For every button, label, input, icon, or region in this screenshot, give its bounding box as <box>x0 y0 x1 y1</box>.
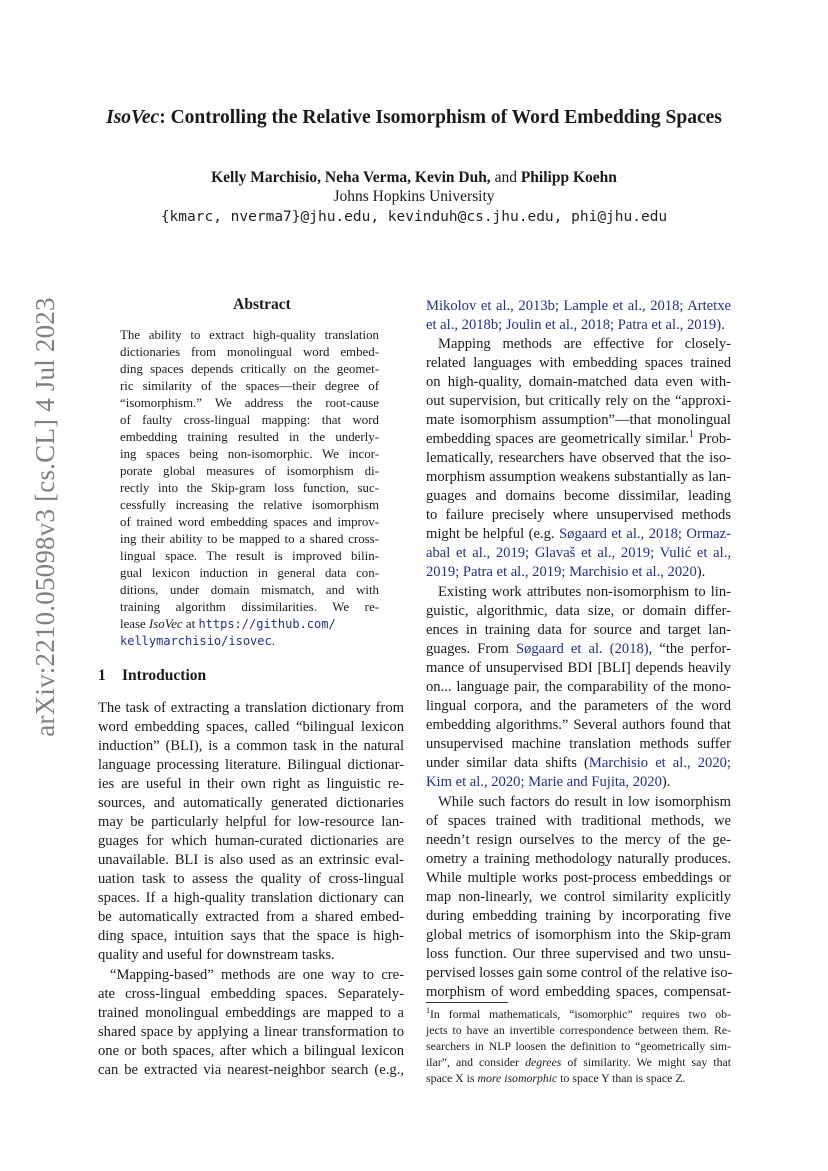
intro-line: trained monolingual embeddings are mapped to a <box>98 1005 404 1021</box>
mapping-line: out supervision, but critically rely on the “approxi- <box>426 393 731 409</box>
footnote-line-3: searchers in NLP loosen the definition to “geometrically sim- <box>426 1039 731 1053</box>
mapping-line-6 <box>426 430 731 449</box>
while-line: ometry a training methodology naturally produces. <box>426 851 731 867</box>
section-title: Introduction <box>122 667 207 684</box>
intro-line: unavailable. BLI is also used as an extrinsic eval- <box>98 852 404 868</box>
abstract-heading: Abstract <box>233 296 291 313</box>
abstract-line: The ability to extract high-quality translation <box>120 328 379 342</box>
intro-line: word embedding spaces, called “bilingual lexicon <box>98 719 404 735</box>
abstract-line: gual lexicon induction in general data con- <box>120 566 379 580</box>
footnote-line-5 <box>426 1070 731 1086</box>
existing-line: on... language pair, the comparability of the mono- <box>426 679 731 695</box>
existing-line: lingual corpora, and the parameters of the word <box>426 698 731 714</box>
abstract-release-line <box>120 616 379 633</box>
abstract-line: training algorithm dissimilarities. We re- <box>120 600 379 614</box>
abstract-line: ing spaces being non-isomorphic. We incor- <box>120 447 379 461</box>
existing-line: Existing work attributes non-isomorphism to lin- <box>438 584 731 600</box>
affiliation: Johns Hopkins University <box>333 188 495 205</box>
while-line: While such factors do result in low isomorphism <box>438 794 731 810</box>
footnote-line-4 <box>426 1054 731 1070</box>
existing-line-11 <box>426 773 731 792</box>
abstract-line: ding spaces depends critically on the geomet- <box>120 362 379 376</box>
mapping-text: embedding spaces are geometrically similar. <box>426 431 689 447</box>
section-number: 1 <box>98 667 106 684</box>
citation[interactable]: Mikolov et al., 2013b; Lample et al., 2018; Artetxe <box>426 298 731 314</box>
existing-line-10 <box>426 754 731 773</box>
abstract-line: dictionaries from monolingual word embed- <box>120 345 379 359</box>
while-line: morphism of word embedding spaces, compensat- <box>426 984 731 1000</box>
citation[interactable]: Søgaard et al., 2018; Ormaz- <box>559 526 731 542</box>
right-cont-line-1 <box>426 297 731 316</box>
mapping-line-12 <box>426 544 731 563</box>
abstract-line: of faulty cross-lingual mapping: that word <box>120 413 379 427</box>
footnote-rule <box>426 1002 508 1003</box>
while-line: needn’t resign ourselves to the mercy of the ge- <box>426 832 731 848</box>
mapping-text: might be helpful (e.g. <box>426 526 560 542</box>
mapping-line-11 <box>426 525 731 544</box>
abstract-line: rectly into the Skip-gram loss function, suc- <box>120 481 379 495</box>
existing-line: embedding algorithms.” Several authors found that <box>426 717 731 733</box>
existing-line: mance of unsupervised BDI [BLI] depends heavily <box>426 660 731 676</box>
footnote-text: ilar”, and consider <box>426 1055 526 1069</box>
repo-link-cont[interactable]: kellymarchisio/isovec <box>120 634 272 648</box>
existing-text: guages. From <box>426 641 516 657</box>
mapping-line: morphism assumption weakens substantially as lan- <box>426 469 731 485</box>
author-and: and <box>494 169 517 186</box>
repo-link[interactable]: https://github.com/ <box>198 617 336 631</box>
title-italic-part: IsoVec <box>106 107 160 128</box>
citation[interactable]: Kim et al., 2020; Marie and Fujita, 2020 <box>426 774 662 790</box>
existing-line: guistic, algorithmic, data size, or domain differ- <box>426 603 731 619</box>
while-line: While multiple works post-process embeddings or <box>426 870 731 886</box>
intro-line: quality and useful for downstream tasks. <box>98 947 335 963</box>
existing-text-cont: , “the perfor- <box>648 641 731 657</box>
intro-line: ate cross-lingual embedding spaces. Separately- <box>98 986 404 1002</box>
footnote-text: In formal mathematicals, “isomorphic” requires two ob- <box>430 1007 731 1021</box>
footnote-number: 1 <box>426 1006 430 1016</box>
paper-title <box>60 104 768 132</box>
intro-line: can be extracted via nearest-neighbor search (e.g., <box>98 1062 404 1078</box>
while-line: pervised losses gain some control of the relative iso- <box>426 965 733 981</box>
abstract-line: ric similarity of the spaces—their degree of <box>120 379 379 393</box>
mapping-line: mate isomorphism assumption”—that monolingual <box>426 412 731 428</box>
intro-line: induction” (BLI), is a common task in the natural <box>98 738 404 754</box>
footnote-line-1 <box>426 1006 731 1022</box>
citation[interactable]: abal et al., 2019; Glavaš et al., 2019; Vulić et al., <box>426 545 731 561</box>
while-line: during embedding training by incorporating five <box>426 908 731 924</box>
mapping-line: guages and domains become dissimilar, leading <box>426 488 731 504</box>
abstract-release-prefix: lease <box>120 617 146 631</box>
intro-line: be automatically extracted from a shared embed- <box>98 909 404 925</box>
intro-line: one or both spaces, after which a bilingual lexicon <box>98 1043 404 1059</box>
while-line: loss function. Our three supervised and two unsu- <box>426 946 731 962</box>
author-emails: {kmarc, nverma7}@jhu.edu, kevinduh@cs.jhu.edu, phi@jhu.edu <box>160 209 668 225</box>
abstract-line: lingual space. The result is improved bilin- <box>120 549 379 563</box>
mapping-text-cont: Prob- <box>693 431 731 447</box>
punct: . <box>721 317 725 333</box>
existing-line: unsupervised machine translation methods suffer <box>426 736 731 752</box>
abstract-url-line <box>120 633 379 650</box>
citation[interactable]: 2019; Patra et al., 2019; Marchisio et al., 2020 <box>426 564 697 580</box>
abstract-line: ditions, under domain mismatch, and with <box>120 583 379 597</box>
existing-text: under similar data shifts ( <box>426 755 589 771</box>
abstract-line: “isomorphism.” We address the root-cause <box>120 396 379 410</box>
existing-line-4 <box>426 640 731 659</box>
mapping-line: on high-quality, domain-matched data even with- <box>426 374 731 390</box>
footnote-marker[interactable]: 1 <box>688 429 694 441</box>
mapping-line: Mapping methods are effective for closely- <box>438 336 731 352</box>
mapping-line: to failure precisely where unsupervised methods <box>426 507 731 523</box>
punct: ). <box>696 564 706 580</box>
while-line: of spaces trained with traditional methods, we <box>426 813 731 829</box>
intro-line: may be particularly helpful for low-resource lan- <box>98 814 404 830</box>
abstract-line: porate global measures of isomorphism di- <box>120 464 379 478</box>
footnote-emph: more isomorphic <box>477 1071 558 1085</box>
footnote-emph: degrees <box>525 1055 562 1069</box>
mapping-line: related languages with embedding spaces trained <box>426 355 731 371</box>
intro-line: spaces. If a high-quality translation dictionary can <box>98 890 404 906</box>
abstract-line: embedding training resulted in the underly- <box>120 430 379 444</box>
abstract-release-at: at <box>185 617 196 631</box>
author-last: Philipp Koehn <box>520 169 617 186</box>
intro-line: shared space by applying a linear transformation to <box>98 1024 404 1040</box>
while-line: global metrics of isomorphism into the Skip-gram <box>426 927 731 943</box>
author-list <box>60 168 768 188</box>
abstract-line: ing their ability to be mapped to a shared cross- <box>120 532 379 546</box>
mapping-line-13 <box>426 563 731 582</box>
intro-line: ies are useful in their own right as linguistic re- <box>98 776 404 792</box>
arxiv-identifier: arXiv:2210.05098v3 [cs.CL] 4 Jul 2023 <box>30 297 60 737</box>
abstract-line: of trained word embedding spaces and improv- <box>120 515 379 529</box>
intro-line: uation task to assess the quality of cross-lingual <box>98 871 404 887</box>
citation[interactable]: Marchisio et al., 2020; <box>588 755 731 771</box>
existing-line: ences in training data for source and target lan- <box>426 622 731 638</box>
footnote-text: to space Y than is space Z. <box>557 1071 686 1085</box>
intro-line: The task of extracting a translation dictionary from <box>98 700 404 716</box>
intro-line: ding space, intuition says that the space is high- <box>98 928 404 944</box>
mapping-line: lematically, researchers have observed that the iso- <box>426 450 731 466</box>
footnote-line-2: jects to have an invertible correspondence between them. Re- <box>426 1023 731 1037</box>
footnote-text: space X is <box>426 1071 478 1085</box>
intro-line: “Mapping-based” methods are one way to cre- <box>110 967 404 983</box>
while-line: map non-linearly, we control similarity explicitly <box>426 889 731 905</box>
punct: ). <box>661 774 671 790</box>
citation[interactable]: et al., 2018b; Joulin et al., 2018; Patra et al., 2019) <box>426 317 722 333</box>
abstract-release-name: IsoVec <box>149 617 183 631</box>
abstract-url-end: . <box>271 634 275 648</box>
title-rest: : Controlling the Relative Isomorphism of Word Embedding Spaces <box>159 107 722 128</box>
intro-line: language processing literature. Bilingual dictionar- <box>98 757 404 773</box>
right-cont-line-2 <box>426 316 731 335</box>
intro-line: guages for which human-curated dictionaries are <box>98 833 404 849</box>
citation[interactable]: Søgaard et al. (2018) <box>515 641 649 657</box>
footnote-text: of similarity. We might say that <box>561 1055 732 1069</box>
abstract-line: cessfully increasing the relative isomorphism <box>120 498 379 512</box>
author-names: Kelly Marchisio, Neha Verma, Kevin Duh, <box>211 169 491 186</box>
intro-line: sources, and automatically generated dictionaries <box>98 795 404 811</box>
section-heading-introduction <box>98 667 206 685</box>
